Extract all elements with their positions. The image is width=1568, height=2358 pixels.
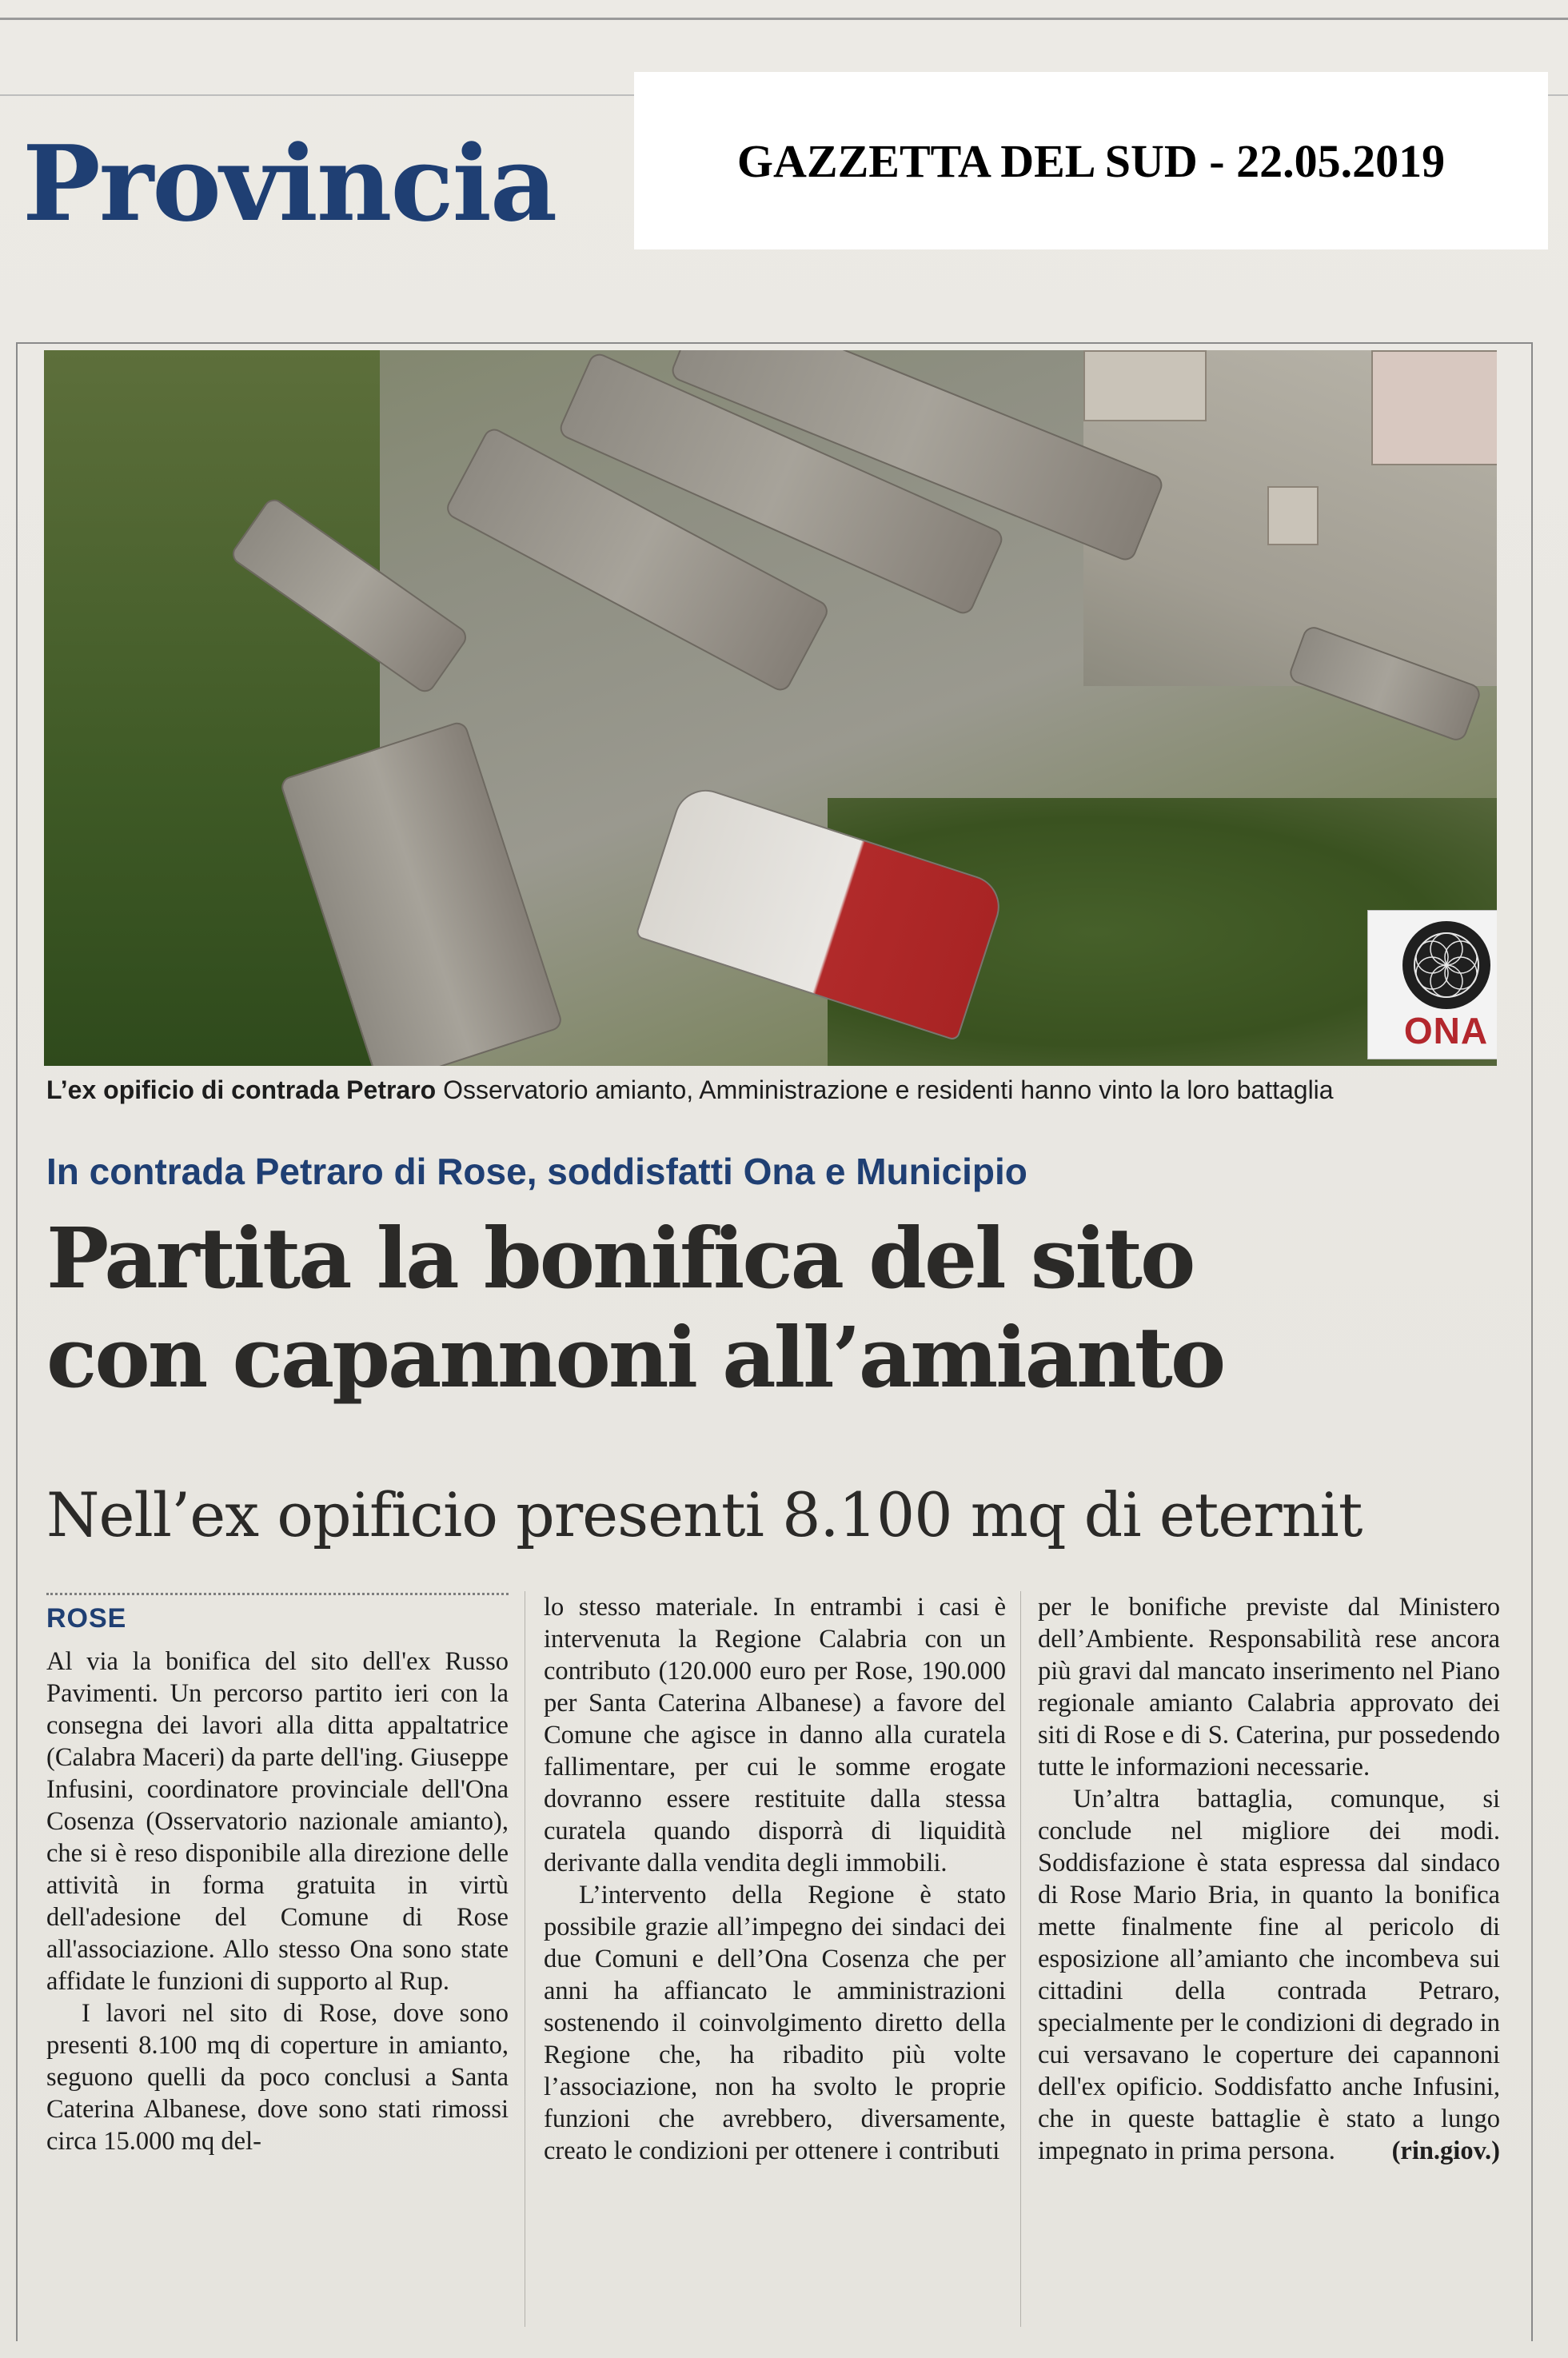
masthead-text: GAZZETTA DEL SUD - 22.05.2019 <box>736 134 1446 187</box>
building <box>1083 350 1207 421</box>
caption-text: Osservatorio amianto, Amministrazione e residenti hanno vinto la loro battaglia <box>436 1075 1334 1104</box>
paragraph: I lavori nel sito di Rose, dove sono presenti 8.100 mq di coperture in amianto, seguono quelli da poco conclusi a Santa Caterina Albanese, dove sono stati rimossi circa 15.000 mq del- <box>46 1999 509 2156</box>
section-title: Provincia <box>22 122 557 245</box>
author-signature: (rin.giov.) <box>1391 2137 1500 2165</box>
article-column-2 <box>544 1591 1006 2167</box>
paragraph: L’intervento della Regione è stato possibile grazie all’impegno dei sindaci dei due Comuni e dell’Ona Cosenza che per anni ha affiancato le amministrazioni sostenendo il coinvolgimento diretto della Regione che, ha ribadito più volte l’associazione, non ha svolto le proprie funzioni che avrebbero, diversamente, creato le condizioni per ottenere i contributi <box>544 1881 1006 2165</box>
article-headline <box>46 1209 1518 1407</box>
photo-caption <box>46 1075 1526 1105</box>
building <box>1371 350 1497 465</box>
paragraph: lo stesso materiale. In entrambi i casi è intervenuta la Regione Calabria con un contributo (120.000 euro per Rose, 190.000 per Santa Caterina Albanese) a favore del Comune che agisce in danno alla curatela fallimentare, per cui le somme erogate dovranno essere restituite dalla stessa curatela quando disporrà di liquidità derivante dalla vendita degli immobili. <box>544 1593 1006 1877</box>
paragraph: Al via la bonifica del sito dell'ex Russo Pavimenti. Un percorso partito ieri con la consegna dei lavori alla ditta appaltatrice (Calabra Maceri) da parte dell'ing. Giuseppe Infusini, coordinatore provinciale dell'Ona Cosenza (Osservatorio nazionale amianto), che si è reso disponibile alla direzione delle attività in forma gratuita in virtù dell'adesione del Comune di Rose all'associazione. Allo stesso Ona sono state affidate le funzioni di supporto al Rup. <box>46 1647 509 1996</box>
top-rule <box>0 18 1568 20</box>
location-tag: ROSE <box>46 1603 127 1634</box>
headline-line: con capannoni all’amianto <box>46 1308 1224 1406</box>
ona-logo-text: ONA <box>1403 1009 1489 1051</box>
frame-top-rule <box>16 342 1533 344</box>
paragraph-text: Un’altra battaglia, comunque, si conclude nel migliore dei modi. Soddisfazione è stata espressa dal sindaco di Rose Mario Bria, in quanto la bonifica mette finalmente fine al pericolo di esposizione all’amianto che incombeva sui cittadini della contrada Petraro, specialmente per le condizioni di degrado in cui versavano le coperture dei capannoni dell'ex opificio. Soddisfatto anche Infusini, che in queste battaglie è stato a lungo impegnato in prima persona. <box>1038 1785 1500 2165</box>
frame-left-rule <box>16 342 18 2341</box>
paragraph: per le bonifiche previste dal Ministero dell’Ambiente. Responsabilità rese ancora più gravi dal mancato inserimento nel Piano regionale amianto Calabria approvato dei siti di Rose e di S. Caterina, pur possedendo tutte le informazioni necessarie. <box>1038 1593 1500 1781</box>
paragraph <box>1038 1783 1500 2167</box>
ona-logo <box>1367 910 1497 1059</box>
aerial-photo <box>44 350 1497 1066</box>
article-column-3 <box>1038 1591 1500 2167</box>
frame-right-rule <box>1531 342 1533 2341</box>
building <box>1267 486 1319 545</box>
article-subhead: Nell’ex opificio presenti 8.100 mq di eternit <box>46 1479 1363 1550</box>
column-divider <box>1020 1591 1021 2327</box>
masthead-label <box>634 72 1548 249</box>
headline-line: Partita la bonifica del sito <box>46 1209 1194 1307</box>
article-kicker: In contrada Petraro di Rose, soddisfatti Ona e Municipio <box>46 1151 1027 1192</box>
ona-emblem-icon <box>1402 921 1490 1009</box>
article-column-1 <box>46 1591 509 2157</box>
vegetation-area <box>44 350 380 1066</box>
caption-title: L’ex opificio di contrada Petraro <box>46 1075 437 1104</box>
